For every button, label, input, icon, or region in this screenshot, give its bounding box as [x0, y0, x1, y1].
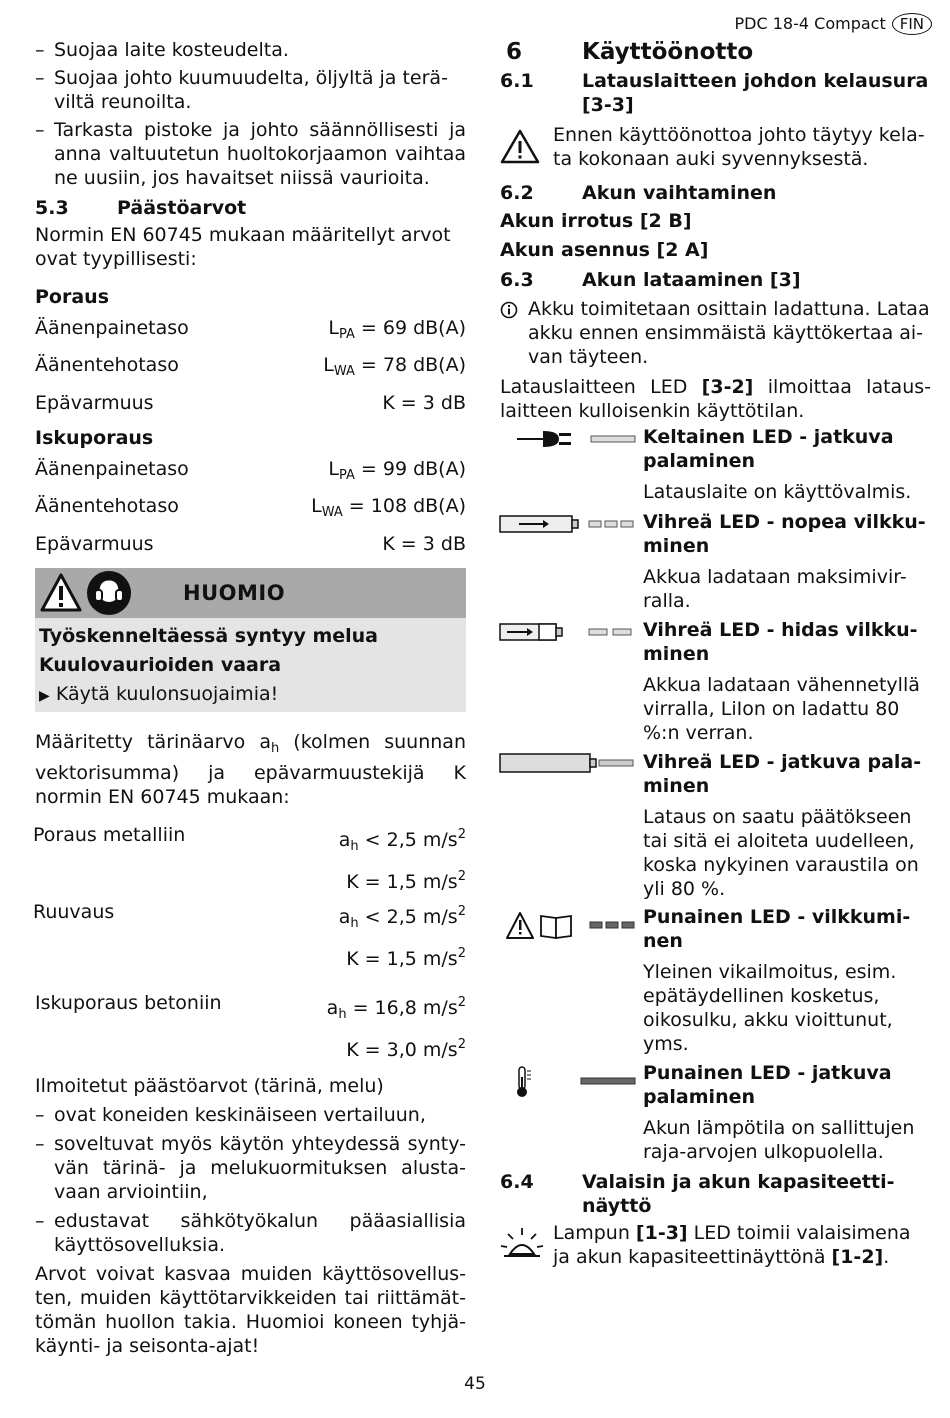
noise-label: Äänenpainetaso: [35, 458, 189, 480]
led-item: [643, 425, 933, 504]
noise-value: $L_{PA} = 99$ dB(A): [328, 458, 466, 483]
led-intro: Latauslaitteen LED [3-2] ilmoittaa lataus-laitteen kulloisenkin käyttötilan.: [500, 376, 931, 422]
vibration-row: [35, 991, 466, 1027]
led-label: Vihreä LED - hidas vilkku-minen: [643, 619, 918, 665]
vibration-ah: $a_h = 16,8$ $m/s^2$: [326, 995, 466, 1022]
vibration-k: K = 1,5 $m/s^2$: [346, 946, 466, 970]
right-column: [500, 38, 931, 423]
warning-triangle-icon: [500, 129, 540, 165]
bullet-item: – soveltuvat myös käytön yhteydessä synty-vän tärinä- ja melukuormituksen alusta-vaan arviointiin,: [35, 1132, 466, 1204]
noise-label: Äänentehotaso: [35, 354, 179, 376]
noise-row: [35, 457, 466, 488]
warning-triangle-icon: [39, 572, 83, 614]
led-label: Vihreä LED - jatkuva pala-minen: [643, 751, 922, 797]
triangle-right-icon: ▶: [39, 688, 50, 704]
noise-label: Epävarmuus: [35, 392, 154, 414]
battery-fast-blink-icon: [499, 514, 635, 534]
vibration-k: K = 3,0 $m/s^2$: [346, 1037, 466, 1061]
lamp-icon: [500, 1226, 544, 1260]
led-description: Lataus on saatu päätökseen tai sitä ei aloiteta uudelleen, koska nykyinen varaustila on yli 80 %.: [643, 806, 919, 900]
led-item: [643, 750, 933, 901]
bullet-item: – Tarkasta pistoke ja johto säännöllisesti ja anna valtuutetun huoltokorjaamon vaihtaa ne uusiin, jos havaitset niissä vaurioita.: [35, 118, 466, 190]
led-description: Latauslaite on käyttövalmis.: [643, 481, 912, 503]
battery-remove: Akun irrotus [2 B]: [500, 210, 692, 232]
warning-body: [35, 618, 466, 712]
vibration-row: [33, 900, 466, 936]
iskuporaus-heading: Iskuporaus: [35, 427, 154, 449]
vibration-ah: $a_h < 2,5$ $m/s^2$: [338, 904, 466, 931]
bullet-item: – Suojaa johto kuumuudelta, öljyltä ja terä-viltä reunoilta.: [35, 66, 466, 114]
vibration-table: [35, 823, 466, 1062]
battery-full-icon: [499, 752, 635, 774]
info-icon: [500, 301, 518, 319]
led-label: Keltainen LED - jatkuva palaminen: [643, 426, 894, 472]
led-item: [643, 510, 933, 613]
led-label: Punainen LED - vilkkumi-nen: [643, 906, 911, 952]
section-number: 5.3: [35, 197, 69, 219]
noise-value: $L_{WA} = 108$ dB(A): [311, 495, 466, 520]
noise-value: $L_{WA} = 78$ dB(A): [323, 354, 466, 379]
info-note: [500, 297, 931, 369]
page-number: 45: [464, 1374, 486, 1394]
battery-slow-blink-icon: [499, 622, 635, 642]
led-item: [643, 905, 933, 1056]
warning-action-text: Käytä kuulonsuojaimia!: [55, 683, 279, 705]
noise-row: [35, 532, 466, 556]
section-heading-6-2: [500, 181, 931, 205]
section-number: 6.3: [500, 269, 534, 291]
charger-plug-icon: [515, 428, 637, 450]
section-title: Akun lataaminen [3]: [582, 269, 801, 291]
section-title: Päästöarvot: [117, 197, 247, 219]
red-steady-icon: [580, 1074, 636, 1088]
section-number: 6.4: [500, 1171, 534, 1193]
vibration-k: K = 1,5 $m/s^2$: [346, 869, 466, 893]
section-heading-6-1: [500, 69, 931, 117]
cord-note-text: Ennen käyttöönottoa johto täytyy kela-ta kokonaan auki syvennyksestä.: [553, 124, 925, 170]
vibration-ah: $a_h < 2,5$ $m/s^2$: [338, 827, 466, 854]
warning-line: Työskenneltäessä syntyy melua: [39, 625, 378, 647]
noise-label: Äänenpainetaso: [35, 317, 189, 339]
warning-header: [35, 568, 466, 618]
section-title: Käyttöönotto: [582, 39, 754, 65]
left-column: [35, 38, 466, 1358]
closing-paragraph: Arvot voivat kasvaa muiden käyttösovellus-ten, muiden käyttötarvikkeiden tai riittämät-tömän huollon takia. Huomioi koneen tyhjä-käynti- ja seisonta-ajat!: [35, 1263, 466, 1357]
warning-manual-icon: [506, 911, 576, 941]
led-description: Yleinen vikailmoitus, esim. epätäydellinen kosketus, oikosulku, akku vioittunut, yms.: [643, 961, 897, 1055]
led-description: Akkua ladataan maksimivir-ralla.: [643, 566, 907, 612]
emission-intro: Normin EN 60745 mukaan määritellyt arvot ovat tyypillisesti:: [35, 224, 451, 270]
cord-note: [500, 123, 931, 171]
section-heading-6: [500, 38, 931, 66]
bullet-item: – ovat koneiden keskinäiseen vertailuun,: [35, 1103, 466, 1127]
page-header: [735, 12, 932, 36]
noise-row: [35, 353, 466, 384]
led-description: Akun lämpötila on sallittujen raja-arvojen ulkopuolella.: [643, 1117, 915, 1163]
section-heading-6-3: [500, 268, 931, 292]
warning-title: HUOMIO: [183, 581, 286, 605]
noise-value: K = 3 dB: [382, 392, 466, 414]
declared-values: Ilmoitetut päästöarvot (tärinä, melu): [35, 1075, 384, 1097]
noise-row: [35, 494, 466, 525]
vibration-intro: Määritetty tärinäarvo $a_h$ (kolmen suunnan vektorisumma) ja epävarmuustekijä K normin EN 60745 mukaan:: [35, 731, 466, 808]
led-label: Vihreä LED - nopea vilkku-minen: [643, 511, 926, 557]
vibration-label: Poraus metalliin: [33, 824, 186, 846]
language-badge: FIN: [892, 13, 932, 35]
noise-row: [35, 391, 466, 415]
noise-row: [35, 316, 466, 347]
noise-value: $L_{PA} = 69$ dB(A): [328, 317, 466, 342]
warning-box: [35, 568, 466, 712]
section-heading-6-4: [500, 1170, 931, 1218]
section-number: 6.2: [500, 182, 534, 204]
vibration-label: Ruuvaus: [33, 901, 115, 923]
section-title: Latauslaitteen johdon kelausura [3-3]: [582, 70, 929, 116]
led-label: Punainen LED - jatkuva palaminen: [643, 1062, 892, 1108]
section-number: 6: [506, 39, 523, 65]
battery-insert: Akun asennus [2 A]: [500, 239, 709, 261]
section-title: Valaisin ja akun kapasiteetti-näyttö: [582, 1171, 895, 1217]
lamp-text: Lampun [1-3] LED toimii valaisimena ja akun kapasiteettinäyttönä [1-2].: [553, 1222, 911, 1268]
info-text: Akku toimitetaan osittain ladattuna. Lataa akku ennen ensimmäistä käyttökertaa ai-van täyteen.: [528, 298, 930, 368]
noise-value: K = 3 dB: [382, 533, 466, 555]
led-item: [643, 1061, 933, 1164]
bullet-item: – Suojaa laite kosteudelta.: [35, 38, 466, 62]
warning-action: [39, 682, 462, 708]
red-blink-icon: [589, 918, 635, 932]
warning-line: Kuulovaurioiden vaara: [39, 654, 282, 676]
led-description: Akkua ladataan vähennetyllä virralla, LiIon on ladattu 80 %:n verran.: [643, 674, 920, 744]
section-number: 6.1: [500, 70, 534, 92]
model-name: PDC 18-4 Compact: [734, 14, 886, 33]
poraus-heading: Poraus: [35, 286, 110, 308]
section-title: Akun vaihtaminen: [582, 182, 777, 204]
ear-protection-icon: [86, 570, 132, 616]
vibration-label: Iskuporaus betoniin: [35, 992, 222, 1014]
noise-label: Äänentehotaso: [35, 495, 179, 517]
section-heading-5-3: [35, 196, 466, 220]
vibration-row: [33, 823, 466, 859]
noise-label: Epävarmuus: [35, 533, 154, 555]
thermometer-icon: [512, 1065, 534, 1099]
bullet-item: – edustavat sähkötyökalun pääasiallisia käyttösovelluksia.: [35, 1209, 466, 1257]
led-item: [643, 618, 933, 745]
